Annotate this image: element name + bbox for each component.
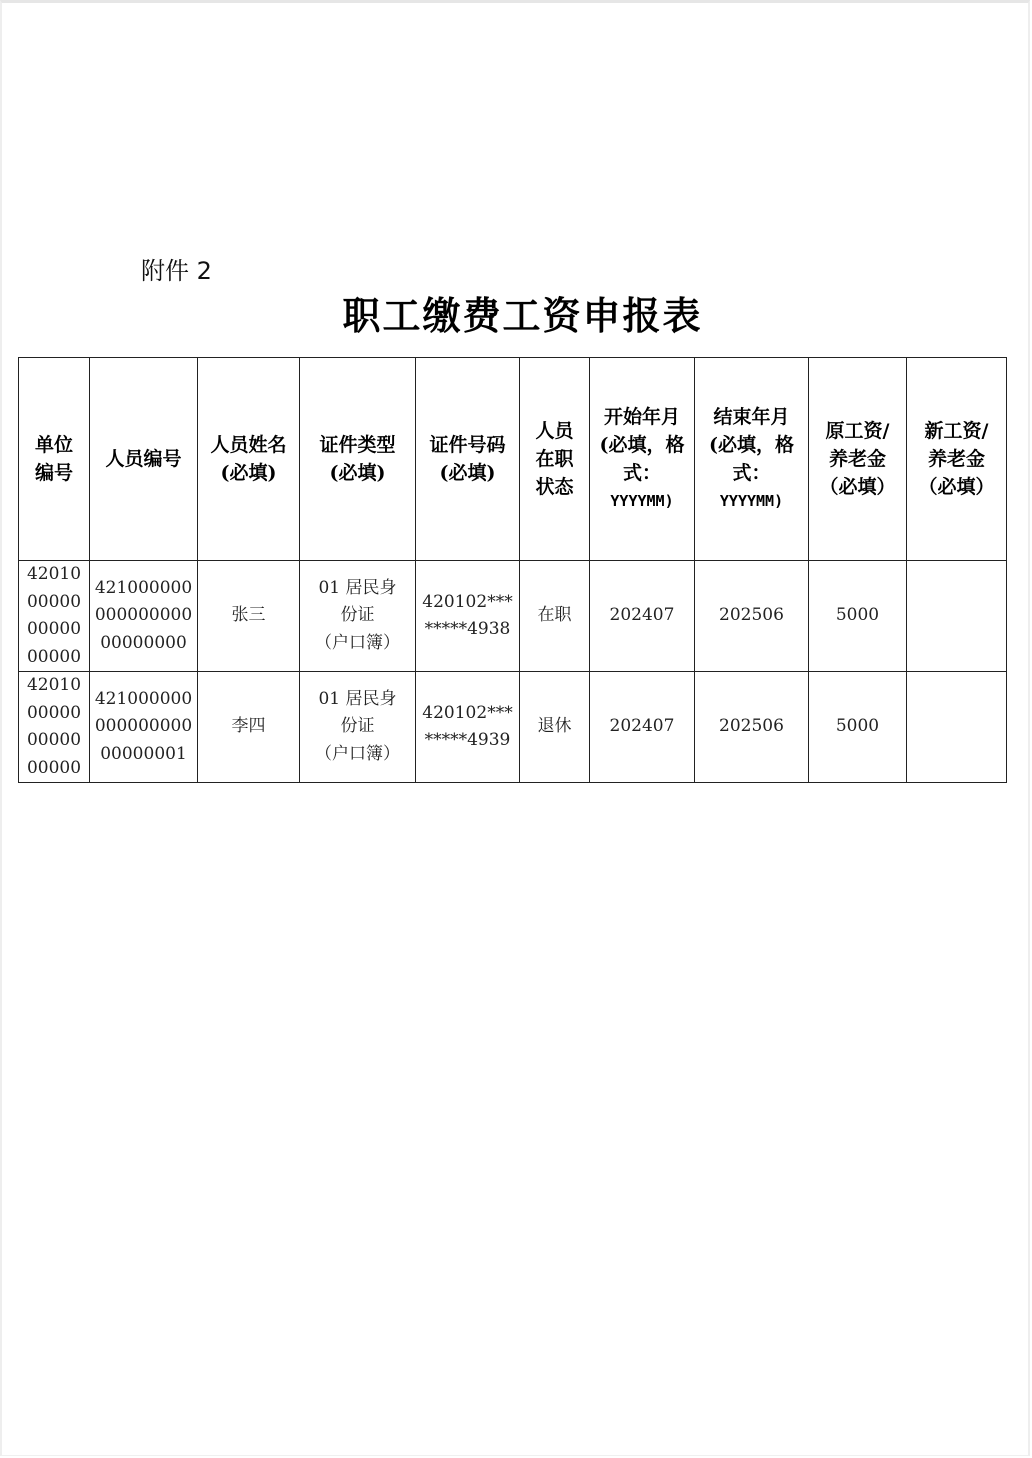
header-old-wage <box>809 358 907 561</box>
header-line: 状态 <box>535 476 574 498</box>
header-person-no <box>90 358 198 561</box>
header-line: （必填） <box>819 476 896 498</box>
header-line: 证件号码 <box>429 434 506 456</box>
header-line: 结束年月 <box>713 406 790 428</box>
cell-line: 00000 <box>26 646 82 667</box>
header-line: 单位 <box>34 434 73 456</box>
header-line: YYYYMM) <box>719 492 784 510</box>
cell-end-month: 202506 <box>695 672 809 783</box>
cell-line: 00000 <box>26 591 82 612</box>
cell-line: 份证 <box>340 716 375 737</box>
cell-line: 00000000 <box>100 632 187 653</box>
cell-line: *****4938 <box>424 619 511 639</box>
cell-line: （户口簿） <box>315 743 400 764</box>
header-unit-no <box>19 358 90 561</box>
attachment-label: 附件 2 <box>141 257 212 285</box>
header-line: (必填，格 <box>599 434 685 456</box>
header-line: (必填) <box>439 462 496 484</box>
cell-name: 张三 <box>198 561 300 672</box>
cell-new-wage <box>907 672 1007 783</box>
cell-line: 421000000 <box>94 688 193 709</box>
cell-person-no <box>90 672 198 783</box>
table-header-row <box>19 358 1007 561</box>
cell-line: 00000 <box>26 702 82 723</box>
cell-line: 420102*** <box>422 702 513 723</box>
cell-line: 420102*** <box>422 591 513 612</box>
header-line: 式： <box>622 462 661 484</box>
cell-line: 01 居民身 <box>318 688 397 709</box>
cell-end-month: 202506 <box>695 561 809 672</box>
cell-line: 份证 <box>340 605 375 626</box>
cell-line: （户口簿） <box>315 632 400 653</box>
cell-old-wage: 5000 <box>809 561 907 672</box>
declaration-table <box>18 357 1007 783</box>
cell-start-month: 202407 <box>590 672 695 783</box>
cell-line: 01 居民身 <box>318 577 397 598</box>
cell-id-type <box>300 672 416 783</box>
table-row <box>19 672 1007 783</box>
cell-id-no <box>416 672 520 783</box>
header-id-no <box>416 358 520 561</box>
cell-unit-no <box>19 561 90 672</box>
header-line: YYYYMM) <box>610 492 674 510</box>
header-line: （必填） <box>918 476 995 498</box>
header-id-type <box>300 358 416 561</box>
table-row <box>19 561 1007 672</box>
header-line: (必填) <box>220 462 277 484</box>
cell-new-wage <box>907 561 1007 672</box>
header-line: 开始年月 <box>603 406 680 428</box>
cell-line: *****4939 <box>424 730 511 750</box>
header-line: 人员编号 <box>105 448 182 470</box>
header-line: 编号 <box>34 462 73 484</box>
cell-line: 42010 <box>26 564 82 584</box>
cell-old-wage: 5000 <box>809 672 907 783</box>
cell-status: 在职 <box>520 561 590 672</box>
cell-line: 42010 <box>26 675 82 695</box>
document-title: 职工缴费工资申报表 <box>342 293 703 338</box>
header-line: 养老金 <box>927 448 985 470</box>
header-line: 证件类型 <box>319 434 396 456</box>
cell-line: 000000000 <box>94 716 193 737</box>
cell-line: 00000 <box>26 730 82 750</box>
cell-start-month: 202407 <box>590 561 695 672</box>
header-status <box>520 358 590 561</box>
header-end-month <box>695 358 809 561</box>
header-line: 养老金 <box>828 448 886 470</box>
header-line: 式： <box>732 462 771 484</box>
cell-person-no <box>90 561 198 672</box>
header-line: 人员姓名 <box>210 434 287 456</box>
cell-line: 421000000 <box>94 577 193 598</box>
header-new-wage <box>907 358 1007 561</box>
header-name <box>198 358 300 561</box>
cell-name: 李四 <box>198 672 300 783</box>
cell-line: 00000 <box>26 757 82 778</box>
cell-unit-no <box>19 672 90 783</box>
cell-line: 00000 <box>26 619 82 639</box>
cell-line: 000000000 <box>94 605 193 626</box>
header-line: 原工资/ <box>825 420 890 442</box>
cell-line: 00000001 <box>100 743 187 764</box>
cell-id-no <box>416 561 520 672</box>
cell-id-type <box>300 561 416 672</box>
header-line: 新工资/ <box>924 420 989 442</box>
header-start-month <box>590 358 695 561</box>
header-line: (必填) <box>329 462 386 484</box>
header-line: (必填，格 <box>709 434 794 456</box>
cell-status: 退休 <box>520 672 590 783</box>
header-line: 人员 <box>535 420 574 442</box>
header-line: 在职 <box>535 448 574 470</box>
